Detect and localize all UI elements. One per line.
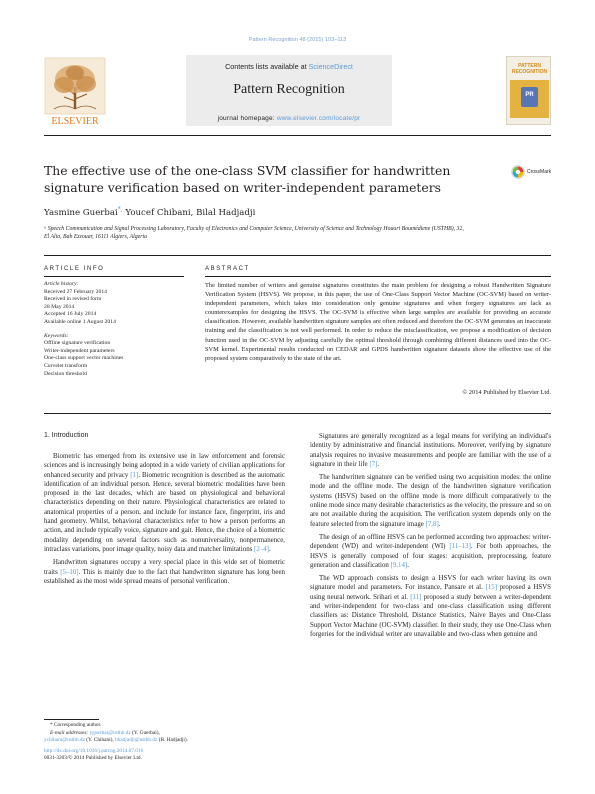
journal-cover-image: [506, 56, 551, 125]
keyword-item: Curvelet transform: [44, 362, 88, 369]
keyword-item: Decision threshold: [44, 370, 87, 377]
body-paragraph: [310, 432, 551, 469]
contents-line: [186, 62, 392, 71]
crossmark-badge[interactable]: [511, 165, 551, 189]
citation-link[interactable]: [7]: [369, 460, 378, 468]
paragraph-text: .: [407, 561, 409, 569]
article-info-block: [44, 281, 184, 378]
keywords-heading: Keywords:: [44, 332, 69, 339]
email-link[interactable]: yguerbai@usthb.dz: [89, 729, 131, 736]
cover-title-line2: RECOGNITION: [511, 69, 548, 75]
divider: [44, 276, 184, 277]
email-owner: (Y. Guerbai),: [130, 729, 160, 736]
paragraph-text: The design of an offline HSVS can be performed according two approaches: writer-dependent (WD) and writer-independent (WI): [310, 533, 551, 551]
article-info-heading: ARTICLE INFO: [44, 266, 105, 272]
history-item: Received in revised form: [44, 296, 102, 303]
author-name: Youcef Chibani,: [125, 207, 194, 218]
paragraph-text: The WD approach consists to design a HSVS for each writer having its own signature model and parameters. For instance, Pansare et al.: [310, 575, 551, 592]
body-paragraph: [310, 574, 551, 639]
email-label: E-mail addresses:: [50, 729, 90, 736]
paper-title: The effective use of the one-class SVM classifier for handwritten signature verification based on writer-independent parameters: [44, 163, 451, 195]
body-paragraph: [44, 558, 285, 586]
paragraph-text: .: [377, 460, 380, 468]
citation-link[interactable]: [9,14]: [390, 561, 408, 569]
history-item: 28 May 2014: [44, 303, 75, 310]
paragraph-text: .: [268, 545, 271, 553]
history-item: Received 27 February 2014: [44, 288, 108, 295]
paragraph-text: . Biometric recognition is described as the automatic identification of an individual person. Hence, several biometric modalities have been proposed in the last decades, which are based on physiological and behavioral characteristics depending on their nature. Physiological characteristics are related to anatomical properties of a person, and include for instance face, fingerprint, iris and hand geometry. Whilst, behavioral characteristics refer to how a person performs an action, and include typically voice, signature and gait. Hence, the choice of a biometric modality depending on several factors such as nonuniversality, nonpermanence, intraclass variations, poor image quality, noisy data and matcher limitations: [44, 471, 285, 553]
elsevier-tree-logo: [44, 57, 106, 127]
cover-title-line1: PATTERN: [518, 63, 541, 69]
journal-title: Pattern Recognition: [233, 82, 345, 97]
body-paragraph: [310, 533, 551, 570]
author-name: Bilal Hadjadji: [196, 207, 256, 218]
keyword-item: Writer-independent parameters: [44, 347, 115, 354]
email-owner: (Y. Chibani),: [84, 737, 115, 744]
header-divider: [44, 135, 551, 136]
paragraph-text: The handwritten signature can be verified using two acquisition modes: the online mode and the offline mode. The design of the handwritten signature verification systems (HSVS) based on the offline mode is more difficult comparatively to the online mode since many desirable characteristics as the velocity, the pressure and so on are not available during the acquisition. The verification system depends only on the feature selected from the signature image: [310, 474, 551, 528]
author-affiliation: ᵃ Speech Communication and Signal Processing Laboratory, Faculty of Electronics and Computer Science, University of Science and Technology Houari Boumédiene (USTHB), 32, El Alia, Bab Ezzouar, 16111 Algiers, Algeria: [44, 226, 464, 241]
footnote-emails-cont: [44, 737, 285, 745]
body-column-left: [44, 452, 285, 586]
journal-reference-link[interactable]: Pattern Recognition 48 (2015) 103–113: [248, 37, 347, 43]
cover-emblem-text: PR: [525, 92, 534, 98]
journal-homepage-line: [186, 115, 392, 122]
issn-line: 0031-3203/© 2014 Published by Elsevier Ltd.: [44, 755, 142, 762]
divider: [205, 276, 551, 277]
history-heading: Article history:: [44, 281, 79, 287]
citation-link[interactable]: [11]: [410, 593, 422, 601]
paragraph-text: .: [438, 520, 441, 528]
paragraph-text: proposed a study between a writer-dependent and writer-independent for two-class and one-class classification using different classifiers as: Distance Threshold, Distance Statistics, Naive Bayes and One-Class Support Vector Machine (OC-SVM) classifier. In their study, they use One-Class when forgeries for the individual writer are unavailable and two-class when genuine and: [310, 593, 551, 638]
citation-link[interactable]: [2–4]: [254, 545, 269, 553]
email-owner: (B. Hadjadji).: [157, 737, 188, 744]
divider: [44, 413, 551, 414]
elsevier-wordmark: ELSEVIER: [51, 116, 99, 127]
citation-link[interactable]: [5–10]: [60, 568, 79, 576]
homepage-prefix: journal homepage:: [217, 115, 277, 122]
abstract-heading: ABSTRACT: [205, 266, 250, 272]
section-heading-introduction: 1. Introduction: [44, 432, 89, 439]
body-column-right: [310, 432, 551, 639]
cover-title: [510, 63, 549, 75]
author-marks[interactable]: *,: [117, 206, 123, 213]
email-link[interactable]: bhadjadji@usthb.dz: [115, 737, 158, 744]
journal-homepage-link[interactable]: www.elsevier.com/locate/pr: [276, 115, 361, 122]
paragraph-text: Signatures are generally recognized as a legal means for verifying an individual's identity by administrative and financial institutions. Moreover, verifying by signature analysis requires no invasive measurements and people are familiar with the use of a signature in their life: [310, 433, 551, 468]
paragraph-text: . For both approaches, the HSVS is generally composed of four stages: acquisition, preprocessing, feature generation and classification: [310, 543, 551, 569]
paragraph-text: . This is mainly due to the fact that handwritten signature has long been established as the most wide spread means of personal verification.: [44, 568, 285, 585]
sciencedirect-link[interactable]: ScienceDirect: [308, 62, 353, 71]
doi-link[interactable]: http://dx.doi.org/10.1016/j.patcog.2014.07.016: [44, 747, 144, 754]
footnotes: [44, 722, 285, 763]
citation-link[interactable]: [1]: [130, 471, 139, 479]
history-item: Accepted 16 July 2014: [44, 311, 97, 318]
email-link[interactable]: ychibani@usthb.dz: [44, 737, 85, 744]
citation-link[interactable]: [7,8]: [425, 520, 439, 528]
author-list: [44, 206, 524, 218]
keyword-item: One-class support vector machines: [44, 355, 124, 362]
abstract-text: The limited number of writers and genuine signatures constitutes the main problem for designing a robust Handwritten Signature Verification System (HSVS). We propose, in this paper, the use of One-Class Support Vector Machine (OC-SVM) based on writer-independent parameters, which takes into consideration only genuine signatures and when forgery signatures are lack as counterexamples for designing the HSVS. The OC-SVM is effective when large samples are available for providing an accurate classification. However, available handwritten signature samples are often reduced and therefore the OC-SVM generates an inaccurate training and the classification is not well performed. In order to reduce the misclassification, we propose a modification of decision function used in the OC-SVM by adjusting carefully the optimal threshold through combining different distances used into the OC-SVM kernel. Experimental results conducted on CEDAR and GPDS handwritten signature datasets show the effective use of the proposed system comparatively to the state of the art.: [205, 282, 551, 362]
paragraph-text: Handwritten signatures occupy a very special place in this wide set of biometric traits: [44, 559, 285, 576]
body-paragraph: [310, 473, 551, 529]
keyword-item: Offline signature verification: [44, 340, 111, 347]
divider: [44, 255, 551, 256]
crossmark-icon: [511, 165, 525, 179]
citation-link[interactable]: [15]: [485, 584, 497, 592]
history-item: Available online 1 August 2014: [44, 318, 116, 325]
cover-emblem-icon: [521, 87, 538, 107]
crossmark-label: CrossMark: [527, 169, 552, 175]
author-name: Yasmine Guerbai: [44, 207, 118, 218]
contents-prefix: Contents lists available at: [225, 62, 309, 71]
citation-link[interactable]: [11–13]: [449, 543, 471, 551]
body-paragraph: [44, 452, 285, 554]
footnote-corresponding-author: * Corresponding author.: [50, 722, 102, 728]
abstract-copyright: © 2014 Published by Elsevier Ltd.: [462, 389, 551, 396]
paragraph-text: proposed a HSVS using neural network. Srihari et al.: [310, 584, 551, 601]
footnote-divider: [44, 719, 99, 720]
paragraph-text: Biometric has emerged from its extensive use in law enforcement and forensic sciences and is increasingly being adopted in a wide variety of civilian applications for enhanced security and privacy: [44, 453, 285, 479]
